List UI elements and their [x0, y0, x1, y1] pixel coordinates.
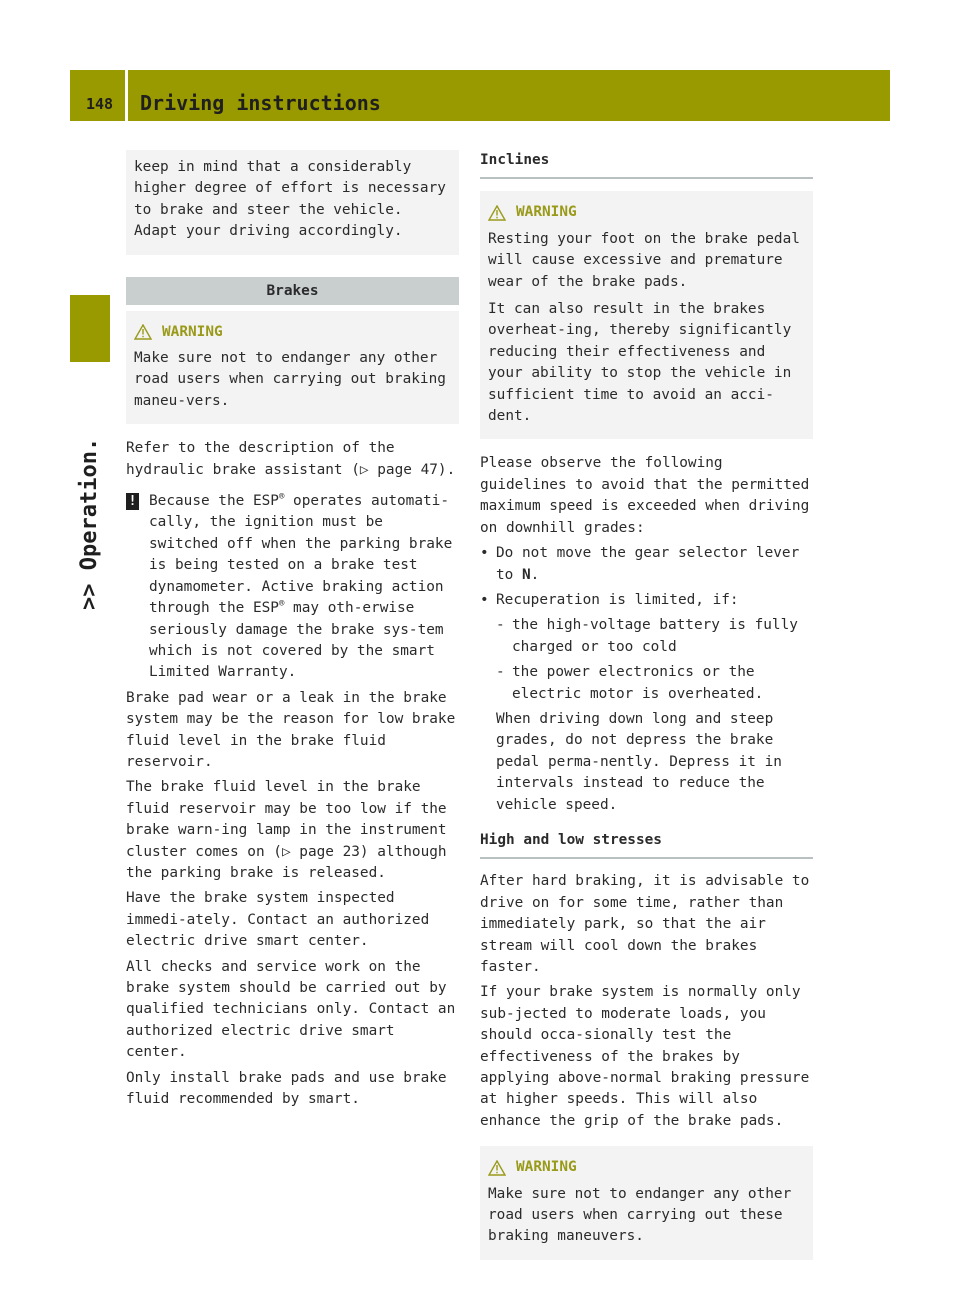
bullet-text-part: Do not move the gear selector lever to	[496, 545, 800, 583]
header-divider	[125, 70, 128, 121]
warning-header	[488, 1157, 805, 1178]
warning-triangle-icon	[134, 324, 152, 340]
moderate-loads-paragraph: If your brake system is normally only sub-jected to moderate loads, you should occa-sionally test the effectiveness of the brakes by applying above-normal braking pressure at higher speeds. This will also enhance the grip of the brake pads.	[480, 984, 810, 1129]
note-text: keep in mind that a considerably higher degree of effort is necessary to brake and steer the vehicle. Adapt your driving accordingly.	[134, 159, 446, 240]
caution-text-part: operates automati-cally, the ignition must be switched off when the parking brake is being tested on a brake test dynamometer. Active braking action through the ESP	[149, 493, 453, 617]
brake-fluid-paragraph: The brake fluid level in the brake fluid reservoir may be too low if the brake warn-ing lamp in the instrument cluster comes on (▷ page 23) although the parking brake is released.	[126, 779, 447, 881]
list-item	[480, 543, 813, 586]
hard-braking-paragraph: After hard braking, it is advisable to drive on for some time, rather than immediately park, so that the air stream will cool down the brakes faster.	[480, 873, 810, 975]
warning-header	[134, 322, 451, 343]
checks-paragraph: All checks and service work on the brake system should be carried out by qualified technicians only. Contact an authorized electric drive smart center.	[126, 958, 456, 1061]
sub-list-item	[496, 615, 813, 658]
warning-text: Make sure not to endanger any other road users when carrying out braking maneu-vers.	[134, 350, 446, 409]
indented-paragraph: When driving down long and steep grades, do not depress the brake pedal perma-nently. Depress it in intervals instead to reduce the vehicle speed.	[496, 710, 782, 813]
warning-header	[488, 202, 805, 223]
caution-text	[149, 491, 459, 684]
dash-text: the high-voltage battery is fully charged or too cold	[512, 617, 798, 655]
brakes-heading: Brakes	[126, 277, 459, 305]
warning-box-inclines	[480, 191, 813, 439]
caution-note	[126, 491, 459, 684]
warning-text: Resting your foot on the brake pedal will cause excessive and premature wear of the brake pads.	[488, 230, 800, 290]
inclines-heading: Inclines	[480, 150, 813, 179]
right-column	[480, 150, 813, 1274]
warning-text: It can also result in the brakes overheat-ing, thereby significantly reducing their effectiveness and your ability to stop the vehicle in sufficient time to avoid an acci-dent.	[488, 301, 792, 425]
exclamation-icon: !	[126, 493, 139, 510]
warning-text: Make sure not to endanger any other road users when carrying out these braking maneuvers.	[488, 1185, 792, 1245]
brake-wear-paragraph: Brake pad wear or a leak in the brake system may be the reason for low brake fluid level in the brake fluid reservoir.	[126, 689, 456, 770]
bullet-text	[496, 543, 813, 586]
inspect-paragraph: Have the brake system inspected immedi-ately. Contact an authorized electric drive smart center.	[126, 890, 430, 950]
warning-box-stresses	[480, 1146, 813, 1260]
refer-paragraph: Refer to the description of the hydraulic brake assistant (▷ page 47).	[126, 440, 456, 478]
bullet-text-part: .	[530, 566, 540, 583]
list-item	[480, 590, 813, 611]
registered-mark: ®	[278, 492, 285, 503]
install-paragraph: Only install brake pads and use brake fluid recommended by smart.	[126, 1069, 447, 1108]
dash-text: the power electronics or the electric motor is overheated.	[512, 664, 764, 702]
note-box	[126, 150, 459, 255]
stresses-heading: High and low stresses	[480, 830, 813, 859]
sub-list-item	[496, 662, 813, 705]
side-tab-box	[70, 295, 110, 362]
warning-label: WARNING	[162, 323, 223, 340]
dash-mark: -	[496, 664, 505, 681]
left-column	[126, 150, 459, 1114]
bullet-mark: •	[480, 545, 489, 562]
gear-n: N	[522, 566, 531, 583]
warning-triangle-icon	[488, 205, 506, 221]
page-number: 148	[86, 95, 114, 113]
warning-label: WARNING	[516, 1159, 577, 1176]
caution-text-part: may oth-erwise seriously damage the brake sys-tem which is not covered by the smart Limited Warranty.	[149, 600, 444, 681]
warning-box-brakes	[126, 311, 459, 425]
section-title: Driving instructions	[140, 91, 381, 115]
caution-text-part: Because the ESP	[149, 493, 279, 510]
warning-triangle-icon	[488, 1160, 506, 1176]
side-tab-label: >> Operation.	[77, 437, 102, 610]
registered-mark: ®	[278, 599, 285, 610]
warning-label: WARNING	[516, 204, 577, 221]
observe-paragraph: Please observe the following guidelines to avoid that the permitted maximum speed is exceeded when driving on downhill grades:	[480, 455, 810, 536]
bullet-text: Recuperation is limited, if:	[496, 591, 739, 608]
dash-mark: -	[496, 617, 505, 634]
bullet-mark: •	[480, 591, 489, 608]
